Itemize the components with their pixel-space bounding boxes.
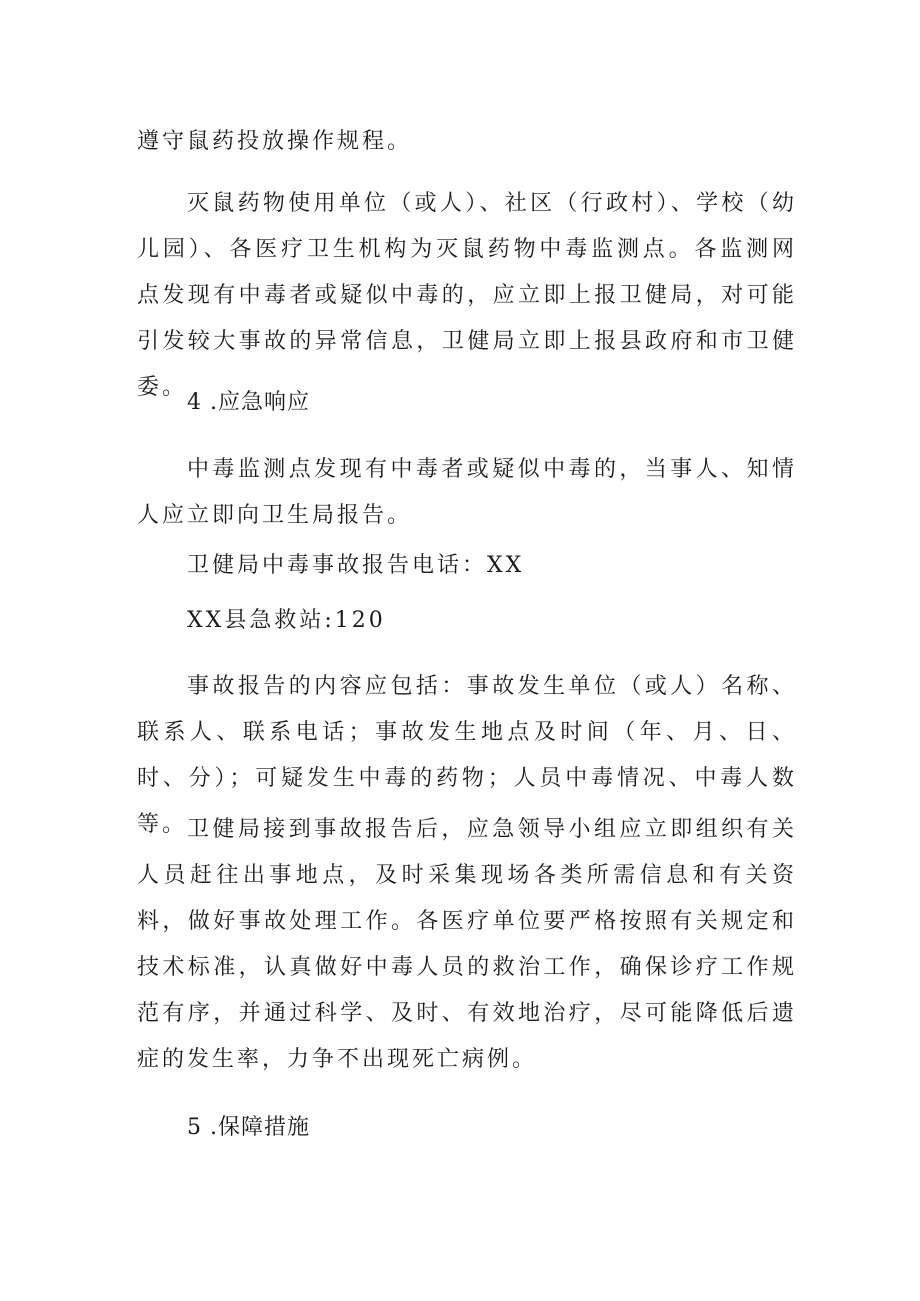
section-heading-emergency-response: 4 .应急响应: [187, 390, 310, 415]
paragraph-monitoring-points: 灭鼠药物使用单位（或人）、社区（行政村）、学校（幼儿园）、各医疗卫生机构为灭鼠药物中毒监测点。各监测网点发现有中毒者或疑似中毒的，应立即上报卫健局，对可能引发较大事故的异常信息，卫健局立即上报县政府和市卫健委。: [137, 191, 797, 400]
paragraph-report-phone: 卫健局中毒事故报告电话：XX: [187, 553, 525, 578]
paragraph-report-procedure: 中毒监测点发现有中毒者或疑似中毒的，当事人、知情人应立即向卫生局报告。: [137, 457, 797, 528]
paragraph-incident-handling: 卫健局接到事故报告后，应急领导小组应立即组织有关人员赶往出事地点，及时采集现场各类所需信息和有关资料，做好事故处理工作。各医疗单位要严格按照有关规定和技术标准，认真做好中毒人员的救治工作，确保诊疗工作规范有序，并通过科学、及时、有效地治疗，尽可能降低后遗症的发生率，力争不出现死亡病例。: [137, 817, 797, 1072]
paragraph-report-contents: 事故报告的内容应包括：事故发生单位（或人）名称、联系人、联系电话；事故发生地点及时间（年、月、日、时、分）；可疑发生中毒的药物；人员中毒情况、中毒人数等。: [137, 674, 797, 837]
paragraph-emergency-station: XX县急救站:120: [187, 608, 386, 633]
paragraph-continuation: 遵守鼠药投放操作规程。: [137, 129, 413, 154]
section-heading-safeguards: 5 .保障措施: [187, 1115, 310, 1140]
